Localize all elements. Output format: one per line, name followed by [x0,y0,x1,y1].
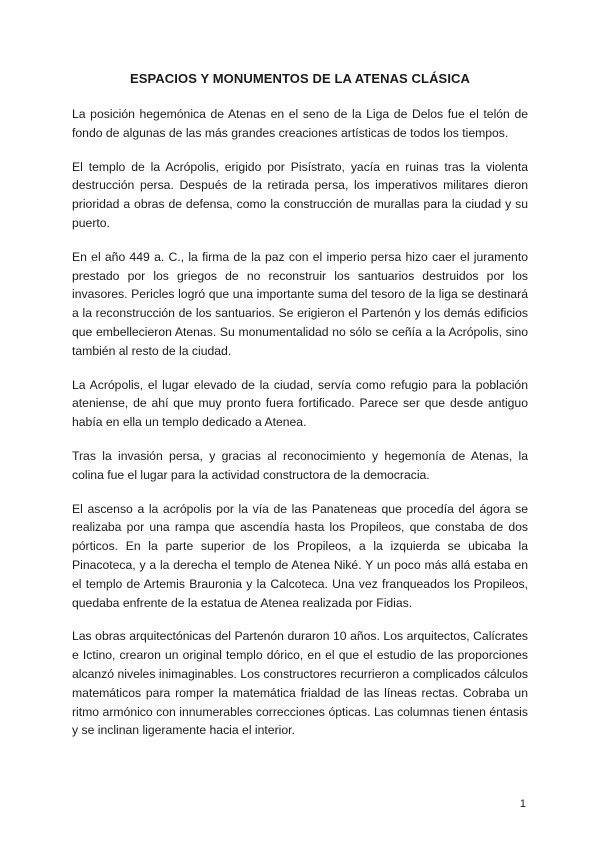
document-body [72,105,528,755]
paragraph-acropolis-refuge: La Acrópolis, el lugar elevado de la ciudad, servía como refugio para la población ateniense, de ahí que muy pronto fuera fortificado. Parece ser que desde antiguo había en ella un templo dedicado a Atenea. [72,377,528,430]
paragraph-acropolis-temple: El templo de la Acrópolis, erigido por Pisístrato, yacía en ruinas tras la violenta destrucción persa. Después de la retirada persa, los imperativos militares dieron prioridad a obras de defensa, como la construcción de murallas para la ciudad y su puerto. [72,159,528,230]
paragraph-parthenon-works: Las obras arquitectónicas del Partenón duraron 10 años. Los arquitectos, Calícrates e Ictino, crearon un original templo dórico, en el que el estudio de las proporciones alcanzó niveles inimaginables. Los constructores recurrieron a complicados cálculos matemáticos para romper la matemática frialdad de las líneas rectas. Cobraba un ritmo armónico con innumerables correcciones ópticas. Las columnas tienen éntasis y se inclinan ligeramente hacia el interior. [72,629,528,738]
page-title: ESPACIOS Y MONUMENTOS DE LA ATENAS CLÁSICA [129,71,471,86]
paragraph-peace-449: En el año 449 a. C., la firma de la paz con el imperio persa hizo caer el juramento prestado por los griegos de no reconstruir los santuarios destruidos por los invasores. Pericles logró que una importante suma del tesoro de la liga se destinará a la reconstrucción de los santuarios. Se erigieron el Partenón y los demás edificios que embellecieron Atenas. Su monumentalidad no sólo se ceñía a la Acrópolis, sino también al resto de la ciudad. [72,249,528,358]
paragraph-intro: La posición hegemónica de Atenas en el seno de la Liga de Delos fue el telón de fondo de algunas de las más grandes creaciones artísticas de todos los tiempos. [72,107,528,140]
paragraph-ascent-propylaea: El ascenso a la acrópolis por la vía de las Panateneas que procedía del ágora se realizaba por una rampa que ascendía hasta los Propileos, que constaba de dos pórticos. En la parte superior de los Propileos, a la izquierda se ubicaba la Pinacoteca, y a la derecha el templo de Atenea Niké. Y un poco más allá estaba en el templo de Artemis Brauronia y la Calcoteca. Una vez franqueados los Propileos, quedaba enfrente de la estatua de Atenea realizada por Fidias. [72,501,528,610]
page-number: 1 [519,798,526,810]
paragraph-persian-invasion: Tras la invasión persa, y gracias al reconocimiento y hegemonía de Atenas, la colina fue el lugar para la actividad constructora de la democracia. [72,448,528,482]
